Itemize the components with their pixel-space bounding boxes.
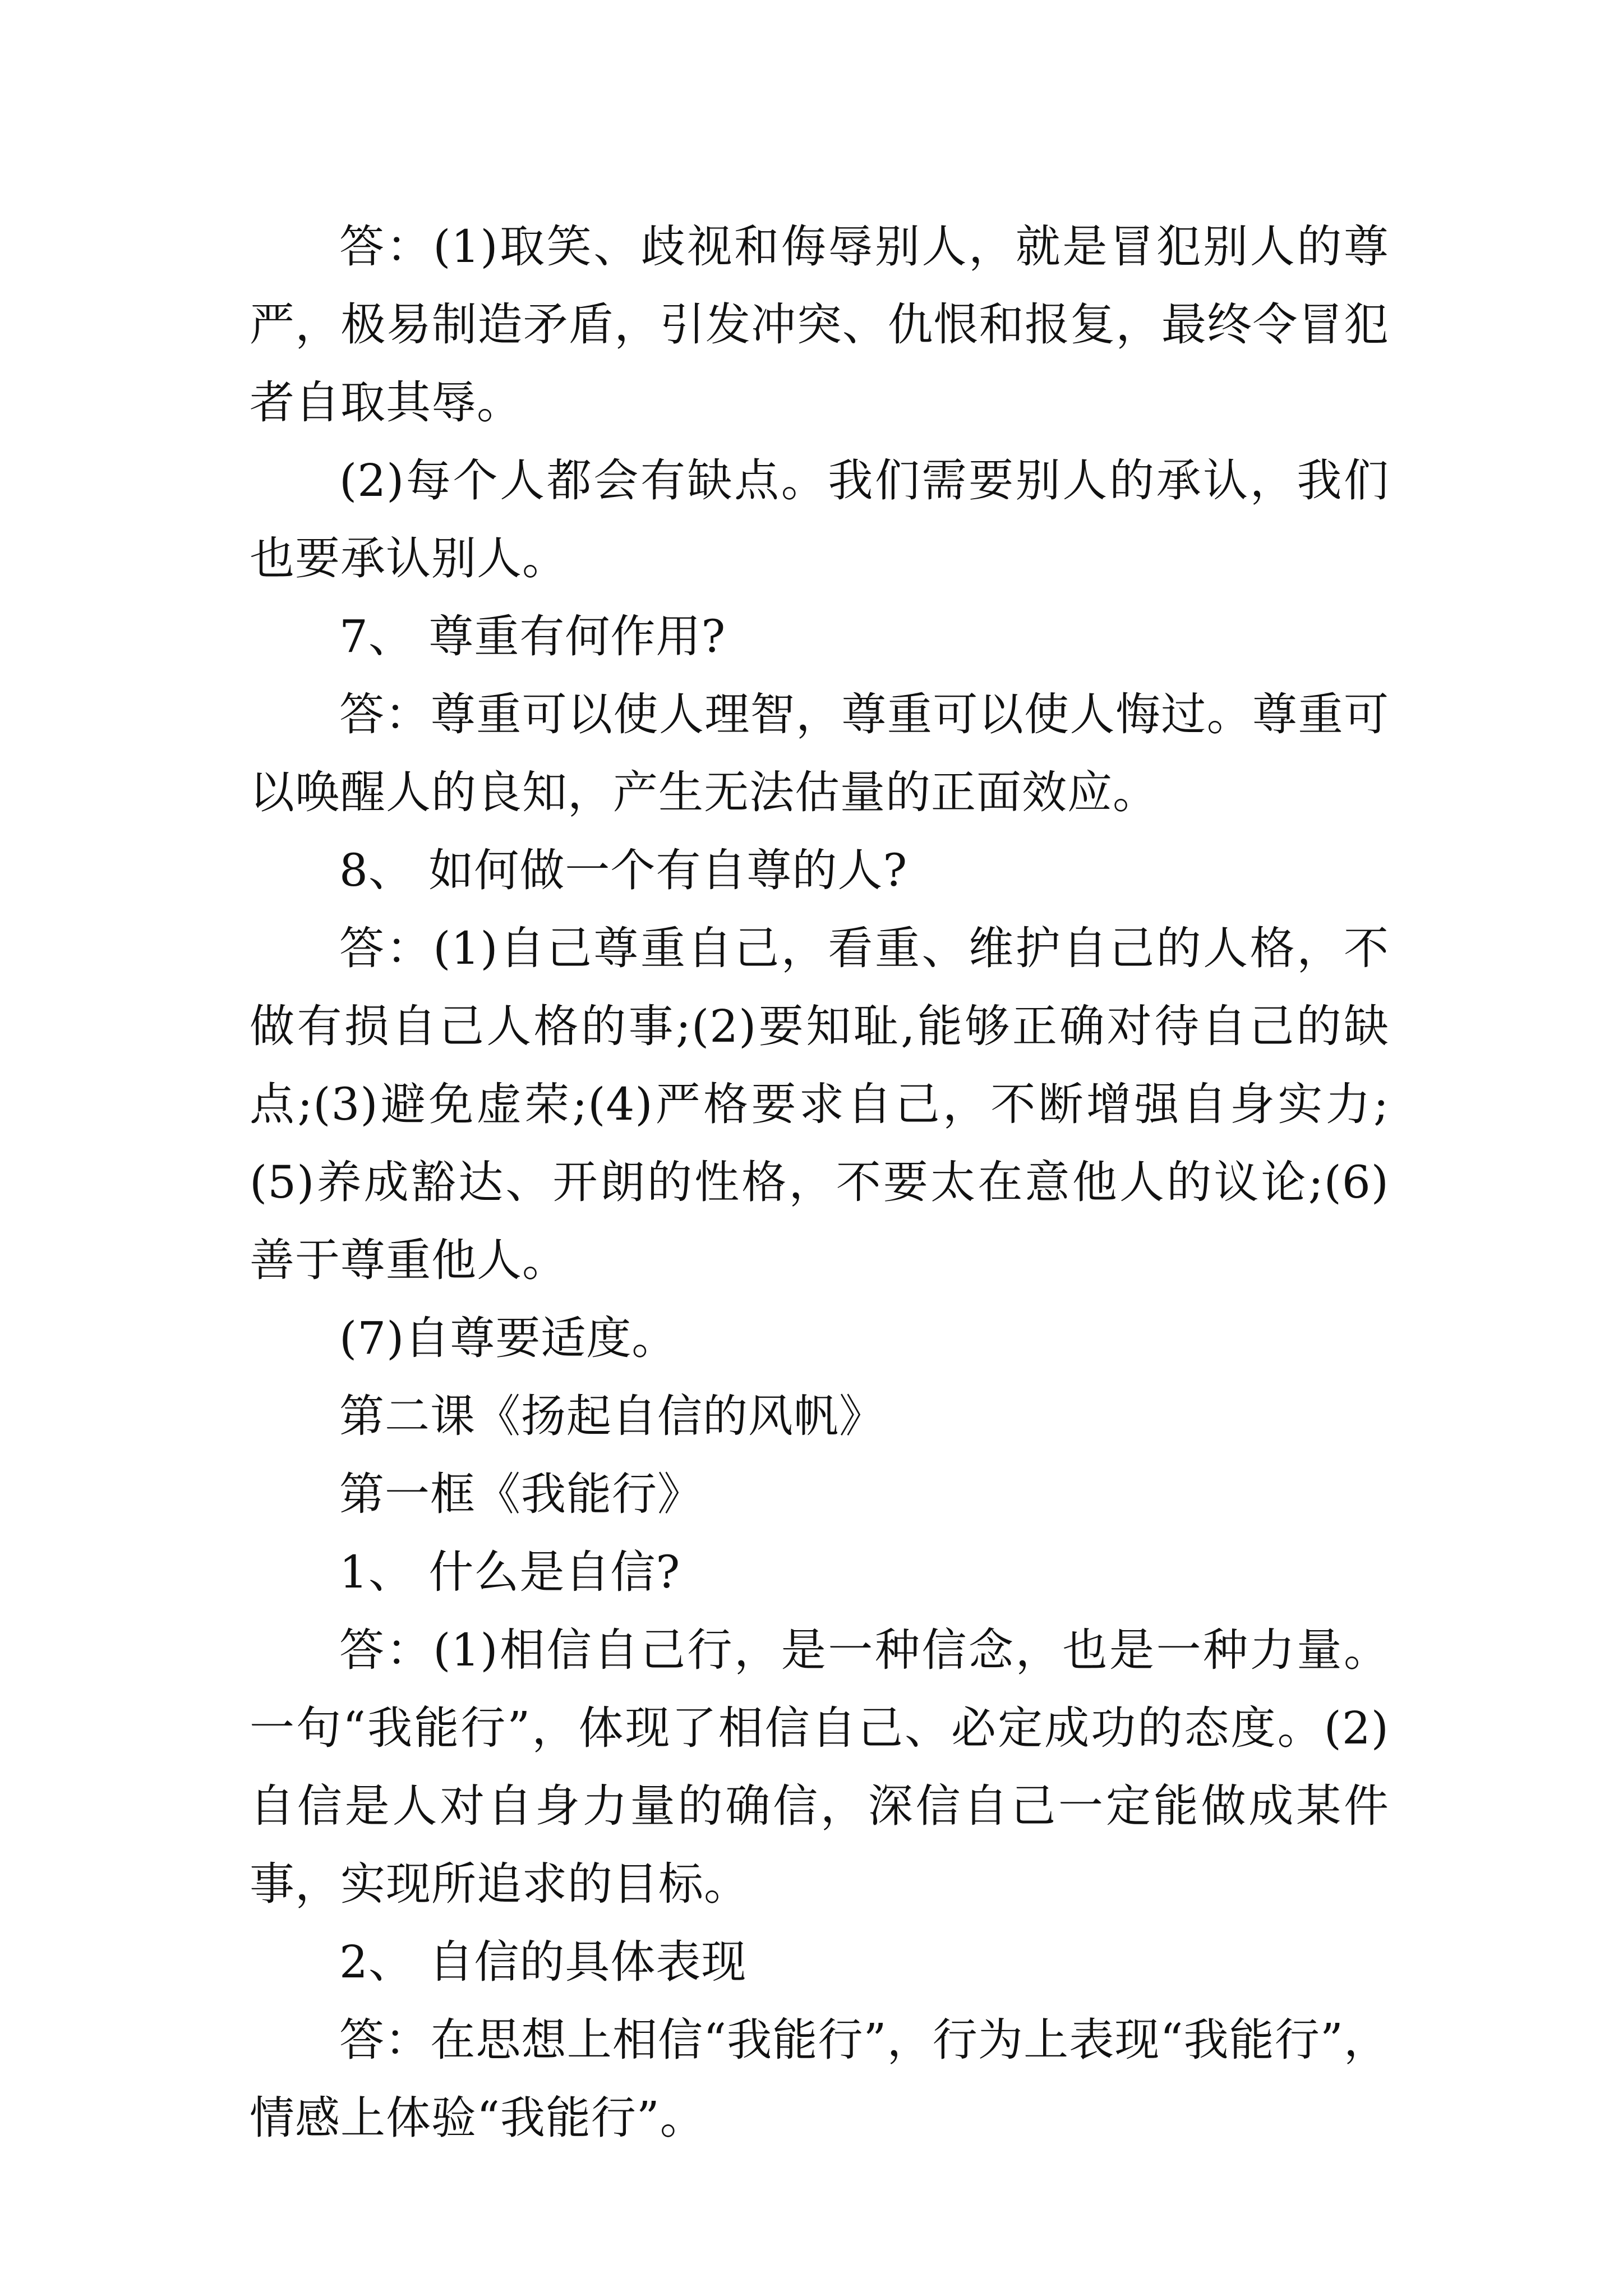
section-title: 第一框《我能行》 [339, 1468, 703, 1520]
answer-paragraph: 答：(1)取笑、歧视和侮辱别人，就是冒犯别人的尊严，极易制造矛盾，引发冲突、仇恨和报复，最终令冒犯者自取其辱。 [250, 220, 1389, 429]
answer-paragraph: (7)自尊要适度。 [339, 1312, 677, 1364]
answer-paragraph: 答：尊重可以使人理智，尊重可以使人悔过。尊重可以唤醒人的良知，产生无法估量的正面效应。 [250, 688, 1389, 818]
question-heading: 2、 自信的具体表现 [339, 1936, 747, 1988]
lesson-title: 第二课《扬起自信的风帆》 [339, 1390, 884, 1442]
question-heading: 8、 如何做一个有自尊的人? [339, 844, 908, 896]
document-body [250, 208, 1389, 2157]
question-heading: 7、 尊重有何作用? [339, 610, 726, 662]
answer-paragraph: 答：(1)相信自己行，是一种信念，也是一种力量。一句“我能行”，体现了相信自己、必定成功的态度。(2)自信是人对自身力量的确信，深信自己一定能做成某件事，实现所追求的目标。 [250, 1624, 1389, 1910]
answer-paragraph: 答：在思想上相信“我能行”，行为上表现“我能行”，情感上体验“我能行”。 [250, 2014, 1389, 2144]
question-heading: 1、 什么是自信? [339, 1546, 681, 1598]
answer-paragraph: (2)每个人都会有缺点。我们需要别人的承认，我们也要承认别人。 [250, 454, 1389, 585]
answer-paragraph: 答：(1)自己尊重自己，看重、维护自己的人格，不做有损自己人格的事;(2)要知耻,能够正确对待自己的缺点;(3)避免虚荣;(4)严格要求自己，不断增强自身实力;(5)养成豁达、开朗的性格，不要太在意他人的议论;(6)善于尊重他人。 [250, 922, 1389, 1286]
